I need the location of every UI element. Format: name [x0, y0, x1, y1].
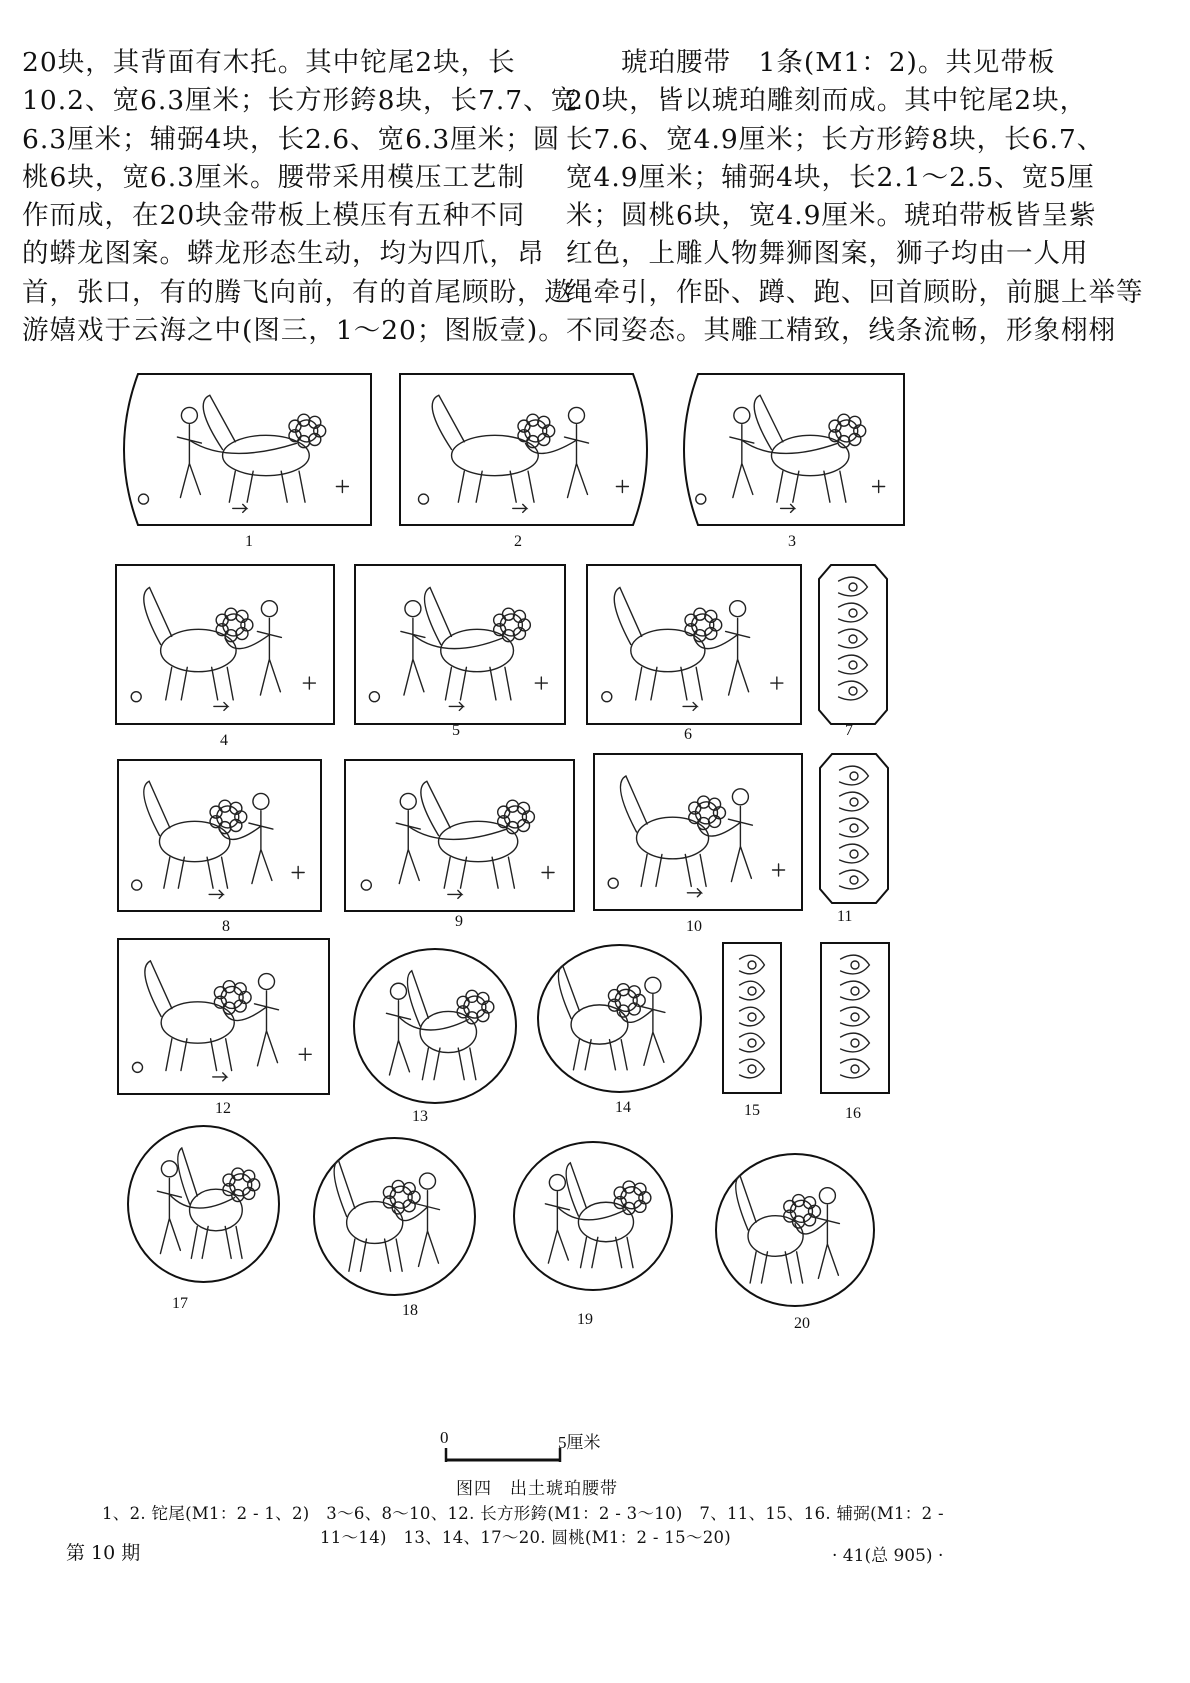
plate-drawing — [817, 563, 889, 726]
plate-number: 11 — [837, 908, 853, 925]
text-line: 6.3厘米；辅弼4块，长2.6、宽6.3厘米；圆 — [22, 123, 561, 155]
plate-12 — [116, 937, 331, 1096]
text-line: 米；圆桃6块，宽4.9厘米。琥珀带板皆呈紫 — [566, 200, 1097, 232]
plate-11 — [818, 752, 890, 905]
plate-2 — [398, 372, 653, 527]
plate-16 — [819, 941, 891, 1095]
plate-drawing — [116, 937, 331, 1096]
plate-20 — [714, 1152, 876, 1308]
plate-drawing — [592, 752, 804, 912]
plate-number: 10 — [686, 918, 702, 935]
plate-15 — [721, 941, 783, 1095]
plate-number: 20 — [794, 1315, 810, 1332]
text-line: 绳牵引，作卧、蹲、跑、回首顾盼，前腿上举等 — [566, 276, 1144, 308]
plate-13 — [352, 947, 518, 1105]
plate-4 — [114, 563, 336, 726]
plate-number: 2 — [514, 533, 522, 550]
plate-number: 7 — [845, 722, 853, 739]
text-line: 长7.6、宽4.9厘米；长方形銙8块，长6.7、 — [566, 123, 1105, 155]
plate-drawing — [678, 372, 906, 527]
plate-number: 9 — [455, 913, 463, 930]
plate-number: 12 — [215, 1100, 231, 1117]
text-line: 20块，皆以琥珀雕刻而成。其中铊尾2块， — [566, 85, 1088, 117]
plate-14 — [536, 943, 703, 1094]
plate-number: 19 — [577, 1311, 593, 1328]
plate-19 — [512, 1140, 674, 1292]
figure-caption-line: 11～14) 13、14、17～20. 圆桃(M1：2 - 15～20) — [320, 1528, 732, 1547]
text-line: 10.2、宽6.3厘米；长方形銙8块，长7.7、宽 — [22, 85, 579, 117]
plate-5 — [353, 563, 567, 726]
plate-number: 4 — [220, 732, 228, 749]
figure-title: 图四 出土琥珀腰带 — [456, 1479, 618, 1499]
plate-8 — [116, 758, 323, 913]
plate-number: 16 — [845, 1105, 861, 1122]
text-line: 红色，上雕人物舞狮图案，狮子均由一人用 — [566, 238, 1089, 270]
plate-drawing — [343, 758, 576, 913]
plate-drawing — [398, 372, 653, 527]
plate-number: 18 — [402, 1302, 418, 1319]
issue-number: 第 10 期 — [66, 1542, 141, 1564]
plate-17 — [126, 1124, 281, 1284]
plate-number: 8 — [222, 918, 230, 935]
text-line: 20块，其背面有木托。其中铊尾2块，长 — [22, 47, 516, 78]
plate-1 — [118, 372, 373, 527]
scale-zero-label: 0 — [440, 1428, 449, 1447]
plate-7 — [817, 563, 889, 726]
plate-number: 5 — [452, 722, 460, 739]
plate-drawing — [353, 563, 567, 726]
scale-unit-label: 5厘米 — [558, 1433, 601, 1452]
text-line: 的蟒龙图案。蟒龙形态生动，均为四爪，昂 — [22, 238, 545, 270]
text-line: 桃6块，宽6.3厘米。腰带采用模压工艺制 — [22, 161, 526, 193]
page-number: · 41(总 905) · — [832, 1546, 944, 1566]
plate-number: 3 — [788, 533, 796, 550]
plate-drawing — [818, 752, 890, 905]
plate-drawing — [126, 1124, 281, 1284]
plate-number: 6 — [684, 726, 692, 743]
text-line: 宽4.9厘米；辅弼4块，长2.1～2.5、宽5厘 — [566, 161, 1095, 193]
plate-drawing — [585, 563, 803, 726]
plate-drawing — [118, 372, 373, 527]
plate-drawing — [512, 1140, 674, 1292]
plate-drawing — [536, 943, 703, 1094]
text-line: 游嬉戏于云海之中(图三，1～20；图版壹)。 — [22, 315, 566, 347]
plate-10 — [592, 752, 804, 912]
text-line: 作而成，在20块金带板上模压有五种不同 — [22, 200, 526, 232]
plate-number: 14 — [615, 1099, 631, 1116]
plate-number: 15 — [744, 1102, 760, 1119]
plate-drawing — [116, 758, 323, 913]
text-line: 不同姿态。其雕工精致，线条流畅，形象栩栩 — [566, 315, 1116, 347]
plate-18 — [312, 1136, 477, 1297]
text-line: 首，张口，有的腾飞向前，有的首尾顾盼，遨 — [22, 276, 572, 308]
plate-drawing — [114, 563, 336, 726]
plate-drawing — [312, 1136, 477, 1297]
scale-bar — [440, 1428, 700, 1472]
plate-3 — [678, 372, 906, 527]
plate-9 — [343, 758, 576, 913]
text-line: 琥珀腰带 1条(M1：2)。共见带板 — [566, 47, 1056, 78]
plate-number: 17 — [172, 1295, 188, 1312]
plate-6 — [585, 563, 803, 726]
figure-caption-line: 1、2. 铊尾(M1：2 - 1、2) 3～6、8～10、12. 长方形銙(M1：2 - 3～10) 7、11、15、16. 辅弼(M1：2 - — [102, 1504, 944, 1523]
right-text-column — [566, 44, 1144, 350]
plate-drawing — [714, 1152, 876, 1308]
left-text-column — [22, 44, 578, 350]
plate-number: 13 — [412, 1108, 428, 1125]
plate-drawing — [721, 941, 783, 1095]
plate-drawing — [352, 947, 518, 1105]
plate-drawing — [819, 941, 891, 1095]
plate-number: 1 — [245, 533, 253, 550]
